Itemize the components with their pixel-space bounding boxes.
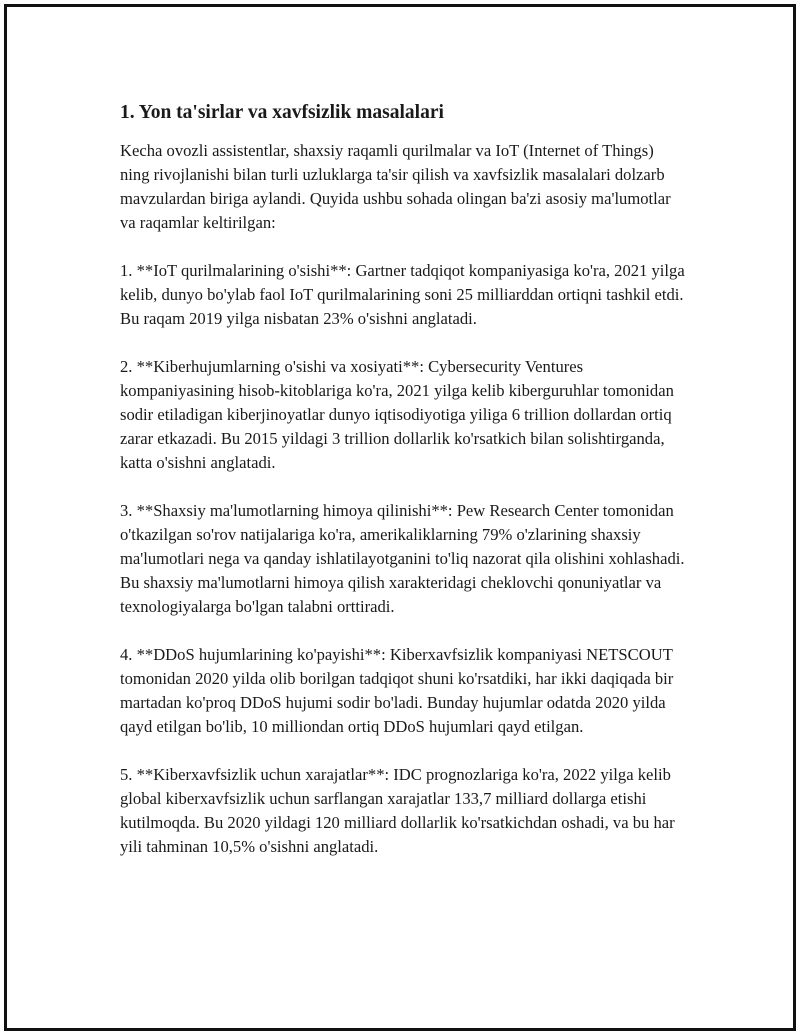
list-item-security-spending: 5. **Kiberxavfsizlik uchun xarajatlar**: IDC prognozlariga ko'ra, 2022 yilga kelib global kiberxavfsizlik uchun sarflangan xarajatlar 133,7 milliard dollarga etishi kutilmoqda. Bu 2020 yildagi 120 milliard dollarlik ko'rsatkichdan oshadi, va bu har yili tahminan 10,5% o'sishni anglatadi.	[120, 765, 675, 856]
document-body	[120, 99, 685, 883]
page-frame	[4, 4, 796, 1031]
list-item-cyberattacks: 2. **Kiberhujumlarning o'sishi va xosiyati**: Cybersecurity Ventures kompaniyasining hisob-kitoblariga ko'ra, 2021 yilga kelib kiberguruhlar tomonidan sodir etiladigan kiberjinoyatlar dunyo iqtisodiyotiga yiliga 6 trillion dollardan ortiq zarar etkazadi. Bu 2015 yildagi 3 trillion dollarlik ko'rsatkich bilan solishtirganda, katta o'sishni anglatadi.	[120, 357, 674, 472]
list-item-iot-growth: 1. **IoT qurilmalarining o'sishi**: Gartner tadqiqot kompaniyasiga ko'ra, 2021 yilga kelib, dunyo bo'ylab faol IoT qurilmalarining soni 25 milliarddan ortiqni tashkil etdi. Bu raqam 2019 yilga nisbatan 23% o'sishni anglatadi.	[120, 261, 685, 328]
list-item-personal-data: 3. **Shaxsiy ma'lumotlarning himoya qilinishi**: Pew Research Center tomonidan o'tkazilgan so'rov natijalariga ko'ra, amerikaliklarning 79% o'zlarining shaxsiy ma'lumotlari nega va qanday ishlatilayotganini to'liq nazorat qila olishini xohlashadi. Bu shaxsiy ma'lumotlarni himoya qilish xarakteridagi cheklovchi qonuniyatlar va texnologiyalarga bo'lgan talabni orttiradi.	[120, 501, 685, 616]
list-item-ddos: 4. **DDoS hujumlarining ko'payishi**: Kiberxavfsizlik kompaniyasi NETSCOUT tomonidan 2020 yilda olib borilgan tadqiqot shuni ko'rsatdiki, har ikki daqiqada bir martadan ko'proq DDoS hujumi sodir bo'ladi. Bunday hujumlar odatda 2020 yilda qayd etilgan bo'lib, 10 milliondan ortiq DDoS hujumlari qayd etilgan.	[120, 645, 674, 736]
document-title: 1. Yon ta'sirlar va xavfsizlik masalalari	[120, 102, 444, 123]
intro-paragraph: Kecha ovozli assistentlar, shaxsiy raqamli qurilmalar va IoT (Internet of Things) ning rivojlanishi bilan turli uzluklarga ta'sir qilish va xavfsizlik masalalari dolzarb mavzulardan biriga aylandi. Quyida ushbu sohada olingan ba'zi asosiy ma'lumotlar va raqamlar keltirilgan:	[120, 141, 671, 232]
